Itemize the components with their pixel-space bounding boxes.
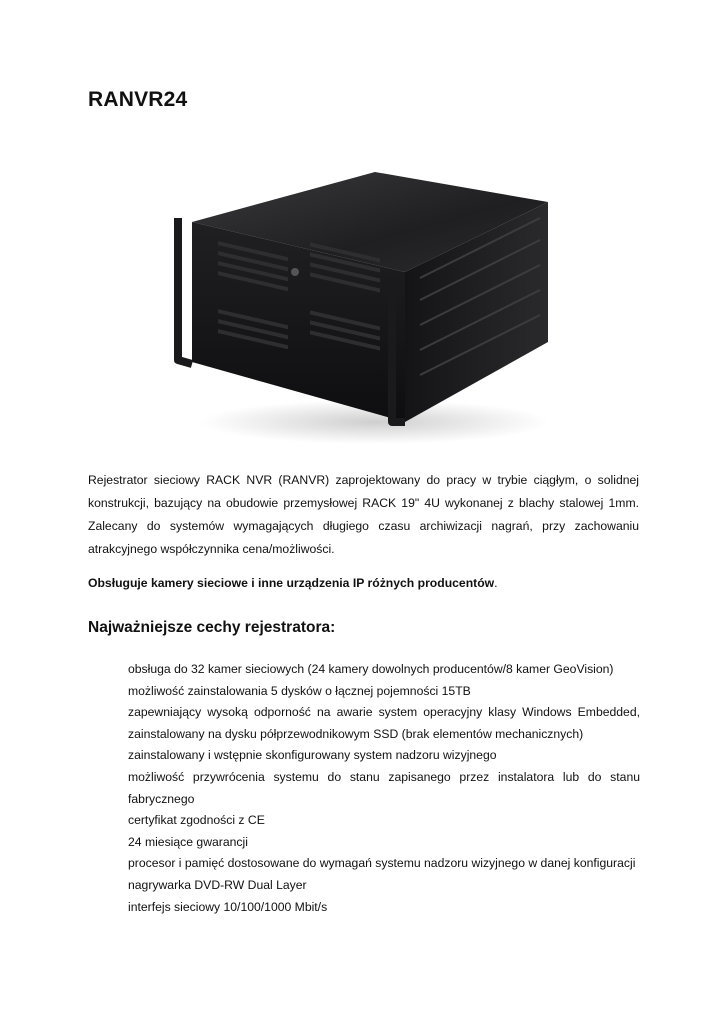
features-list <box>128 659 640 918</box>
section-heading: Najważniejsze cechy rejestratora: <box>88 619 336 636</box>
highlight-line <box>88 574 648 592</box>
feature-item: zainstalowany i wstępnie skonfigurowany system nadzoru wizyjnego <box>128 748 497 763</box>
feature-item: obsługa do 32 kamer sieciowych (24 kamery dowolnych producentów/8 kamer GeoVision) <box>128 662 614 676</box>
document-title: RANVR24 <box>88 88 188 111</box>
feature-item: możliwość zainstalowania 5 dysków o łącznej pojemności 15TB <box>128 683 471 698</box>
feature-item: certyfikat zgodności z CE <box>128 813 265 828</box>
intro-paragraph: Rejestrator sieciowy RACK NVR (RANVR) zaprojektowany do pracy w trybie ciągłym, o solidnej konstrukcji, bazujący na obudowie przemysłowej RACK 19" 4U wykonanej z blachy stalowej 1mm. Zalecany do systemów wymagających długiego czasu archiwizacji nagrań, przy zachowaniu atrakcyjnego współczynnika cena/możliwości. <box>88 473 639 556</box>
feature-item: nagrywarka DVD-RW Dual Layer <box>128 877 307 892</box>
highlight-text: Obsługuje kamery sieciowe i inne urządzenia IP różnych producentów <box>88 576 495 590</box>
rack-nvr-product-image <box>170 160 560 460</box>
feature-item: zapewniający wysoką odporność na awarie system operacyjny klasy Windows Embedded, zainstalowany na dysku półprzewodnikowym SSD (brak elementów mechanicznych) <box>128 705 640 741</box>
feature-item: procesor i pamięć dostosowane do wymagań systemu nadzoru wizyjnego w danej konfiguracji <box>128 856 636 871</box>
highlight-period: . <box>494 576 498 590</box>
feature-item: możliwość przywrócenia systemu do stanu zapisanego przez instalatora lub do stanu fabrycznego <box>128 769 640 806</box>
feature-item: interfejs sieciowy 10/100/1000 Mbit/s <box>128 899 328 914</box>
feature-item: 24 miesiące gwarancji <box>128 834 248 849</box>
